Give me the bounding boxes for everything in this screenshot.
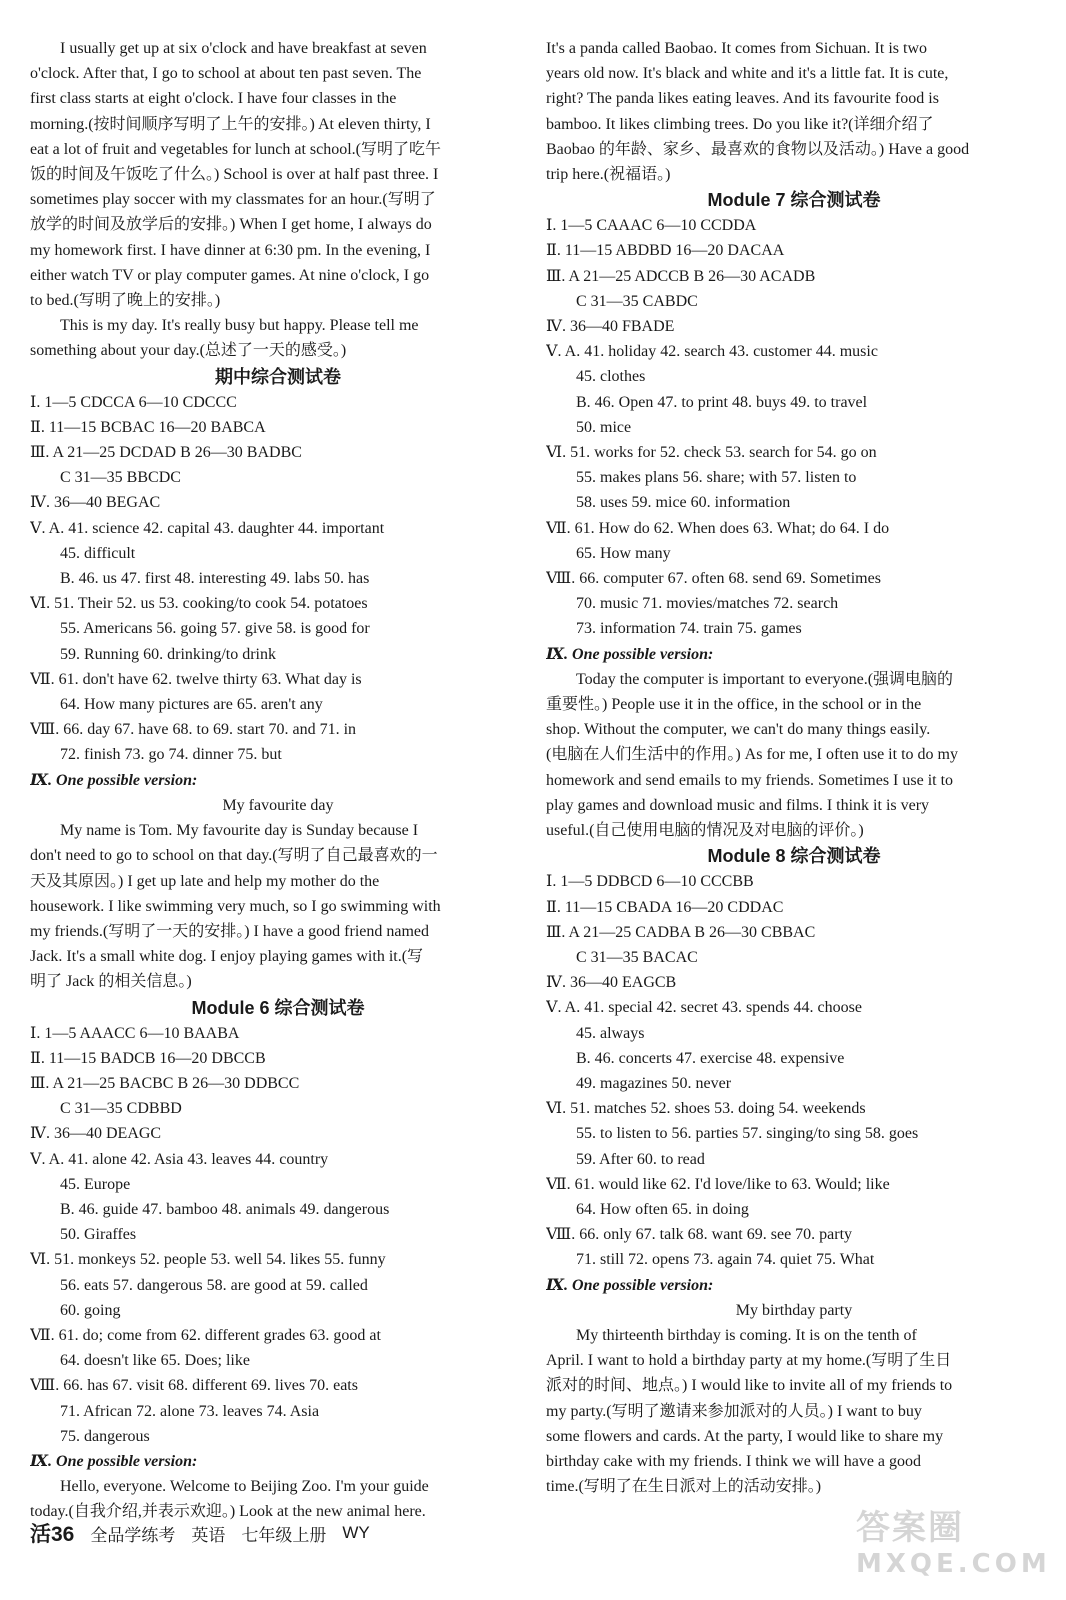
answer-line: Ⅶ. 61. would like 62. I'd love/like to 63. Would; like [546, 1175, 890, 1193]
answer-line: Ⅷ. 66. only 67. talk 68. want 69. see 70. party [546, 1226, 853, 1244]
text-line: o'clock. After that, I go to school at about ten past seven. The [30, 65, 422, 83]
text-line: shop. Without the computer, we can't do many things easily. [546, 721, 931, 739]
answer-line: 73. information 74. train 75. games [576, 620, 802, 638]
text-line: 天及其原因。) I get up late and help my mother do the [30, 872, 380, 890]
text-line: birthday cake with my friends. I think we will have a good [546, 1452, 922, 1470]
answer-line: 56. eats 57. dangerous 58. are good at 59. called [60, 1276, 368, 1294]
text-line: years old now. It's black and white and it's a little fat. It is cute, [546, 65, 949, 83]
text-line: bamboo. It likes climbing trees. Do you like it?(详细介绍了 [546, 115, 934, 133]
answer-line: 60. going [60, 1301, 121, 1319]
text-line: play games and download music and films. I think it is very [546, 796, 930, 814]
text-line: This is my day. It's really busy but happy. Please tell me [60, 317, 419, 335]
right-column [546, 36, 1042, 1499]
text-line: useful.(自己使用电脑的情况及对电脑的评价。) [546, 822, 864, 840]
answer-line: Ⅲ. A 21—25 ADCCB B 26—30 ACADB [546, 267, 816, 285]
answer-line: Ⅱ. 11—15 BADCB 16—20 DBCCB [30, 1049, 266, 1067]
essay-paragraph [30, 818, 526, 994]
text-line: don't need to go to school on that day.(写明了自己最喜欢的一 [30, 847, 438, 865]
answer-line: 55. makes plans 56. share; with 57. listen to [576, 469, 857, 487]
text-line: It's a panda called Baobao. It comes from Sichuan. It is two [546, 40, 927, 57]
text-line: my homework first. I have dinner at 6:30 pm. In the evening, I [30, 241, 431, 259]
answer-line: Ⅴ. A. 41. science 42. capital 43. daughter 44. important [30, 519, 385, 537]
watermark-url: MXQE.COM [856, 1549, 1051, 1579]
answer-line: 55. Americans 56. going 57. give 58. is good for [60, 620, 370, 638]
answer-line: 65. How many [576, 544, 671, 562]
text-line: eat a lot of fruit and vegetables for lunch at school.(写明了吃午 [30, 140, 441, 158]
text-line: my party.(写明了邀请来参加派对的人员。) I want to buy [546, 1402, 922, 1420]
text-line: sometimes play soccer with my classmates for an hour.(写明了 [30, 191, 436, 209]
answer-line: Ⅷ. 66. computer 67. often 68. send 69. Sometimes [546, 570, 881, 588]
answer-line: C 31—35 CABDC [576, 292, 698, 310]
watermark-logo [856, 1500, 1051, 1590]
answer-line: 59. Running 60. drinking/to drink [60, 645, 276, 663]
answer-line: B. 46. Open 47. to print 48. buys 49. to travel [576, 393, 868, 411]
answer-line: Ⅴ. A. 41. alone 42. Asia 43. leaves 44. country [30, 1150, 329, 1168]
answer-line: 71. still 72. opens 73. again 74. quiet 75. What [576, 1251, 875, 1269]
answer-line: 75. dangerous [60, 1427, 150, 1445]
text-line: Today the computer is important to everyone.(强调电脑的 [576, 670, 954, 688]
text-line: morning.(按时间顺序写明了上午的安排。) At eleven thirty, I [30, 115, 431, 133]
edition-label: WY [342, 1523, 370, 1542]
answer-list [546, 869, 1042, 1272]
answer-line: 72. finish 73. go 74. dinner 75. but [60, 746, 282, 764]
essay-paragraph [546, 1323, 1042, 1499]
writing-label: Ⅸ. One possible version: [546, 645, 714, 663]
essay-paragraph [546, 36, 1042, 187]
answer-line: Ⅳ. 36—40 FBADE [546, 318, 675, 336]
answer-line: 55. to listen to 56. parties 57. singing/to sing 58. goes [576, 1125, 919, 1143]
answer-line: Ⅳ. 36—40 DEAGC [30, 1125, 162, 1143]
answer-list [546, 213, 1042, 641]
answer-line: 45. difficult [60, 544, 136, 562]
text-line: Jack. It's a small white dog. I enjoy playing games with it.(写 [30, 948, 424, 966]
text-line: some flowers and cards. At the party, I would like to share my [546, 1427, 944, 1445]
answer-line: 59. After 60. to read [576, 1150, 705, 1168]
grade-label: 七年级上册 [241, 1525, 327, 1545]
section-heading-midterm: 期中综合测试卷 [215, 366, 341, 387]
answer-line: 64. How many pictures are 65. aren't any [60, 696, 323, 714]
answer-line: B. 46. concerts 47. exercise 48. expensive [576, 1049, 845, 1067]
answer-list [30, 1021, 526, 1449]
essay-title: My birthday party [735, 1301, 853, 1319]
text-line: My name is Tom. My favourite day is Sunday because I [60, 822, 419, 840]
text-line: 放学的时间及放学后的安排。) When I get home, I always do [30, 216, 432, 234]
text-line: 重要性。) People use it in the office, in the school or in the [546, 696, 922, 714]
answer-line: 45. always [576, 1024, 645, 1042]
essay-paragraph [30, 313, 526, 363]
answer-line: Ⅶ. 61. do; come from 62. different grades 63. good at [30, 1326, 381, 1344]
text-line: today.(自我介绍,并表示欢迎。) Look at the new animal here. [30, 1503, 426, 1521]
answer-line: 71. African 72. alone 73. leaves 74. Asia [60, 1402, 320, 1420]
text-line: my friends.(写明了一天的安排。) I have a good friend named [30, 922, 430, 940]
answer-line: 70. music 71. movies/matches 72. search [576, 595, 839, 613]
text-line: first class starts at eight o'clock. I have four classes in the [30, 90, 397, 108]
answer-line: C 31—35 BACAC [576, 948, 698, 966]
answer-line: 58. uses 59. mice 60. information [576, 494, 791, 512]
answer-line: Ⅱ. 11—15 BCBAC 16—20 BABCA [30, 418, 266, 436]
answer-line: Ⅳ. 36—40 EAGCB [546, 974, 677, 992]
answer-line: 49. magazines 50. never [576, 1074, 732, 1092]
section-heading-module6: Module 6 综合测试卷 [191, 997, 365, 1018]
answer-line: Ⅴ. A. 41. special 42. secret 43. spends 44. choose [546, 999, 862, 1017]
text-line: time.(写明了在生日派对上的活动安排。) [546, 1478, 822, 1496]
writing-label: Ⅸ. One possible version: [546, 1276, 714, 1294]
answer-line: Ⅵ. 51. monkeys 52. people 53. well 54. likes 55. funny [30, 1251, 386, 1269]
writing-label: Ⅸ. One possible version: [30, 771, 198, 789]
text-line: My thirteenth birthday is coming. It is on the tenth of [576, 1326, 917, 1344]
subject-label: 英语 [191, 1525, 226, 1545]
text-line: (电脑在人们生活中的作用。) As for me, I often use it to do my [546, 746, 958, 764]
answer-line: 50. mice [576, 418, 632, 436]
essay-paragraph [30, 36, 526, 313]
section-heading-module8: Module 8 综合测试卷 [707, 846, 881, 867]
answer-line: C 31—35 CDBBD [60, 1100, 182, 1118]
text-line: homework and send emails to my friends. Sometimes I use it to [546, 771, 954, 789]
answer-line: Ⅵ. 51. matches 52. shoes 53. doing 54. weekends [546, 1100, 866, 1118]
answer-line: Ⅴ. A. 41. holiday 42. search 43. customer 44. music [546, 343, 878, 361]
answer-line: C 31—35 BBCDC [60, 469, 181, 487]
text-line: Hello, everyone. Welcome to Beijing Zoo. I'm your guide [60, 1478, 429, 1496]
answer-line: Ⅲ. A 21—25 DCDAD B 26—30 BADBC [30, 444, 302, 462]
answer-line: Ⅰ. 1—5 DDBCD 6—10 CCCBB [546, 873, 754, 891]
text-line: trip here.(祝福语。) [546, 166, 671, 184]
text-line: right? The panda likes eating leaves. And its favourite food is [546, 90, 939, 108]
text-line: something about your day.(总述了一天的感受。) [30, 342, 347, 360]
answer-line: 45. Europe [60, 1175, 131, 1193]
answer-line: 64. doesn't like 65. Does; like [60, 1352, 250, 1370]
answer-line: 45. clothes [576, 368, 646, 386]
answer-line: Ⅷ. 66. day 67. have 68. to 69. start 70. and 71. in [30, 721, 357, 739]
text-line: 饭的时间及午饭吃了什么。) School is over at half past three. I [30, 166, 439, 184]
answer-list [30, 390, 526, 768]
answer-line: Ⅱ. 11—15 ABDBD 16—20 DACAA [546, 242, 785, 260]
answer-line: Ⅶ. 61. How do 62. When does 63. What; do 64. I do [546, 519, 890, 537]
watermark-text: 答案圈 [856, 1508, 964, 1548]
text-line: either watch TV or play computer games. At nine o'clock, I go [30, 266, 430, 284]
answer-line: Ⅰ. 1—5 CDCCA 6—10 CDCCC [30, 393, 237, 411]
answer-line: B. 46. guide 47. bamboo 48. animals 49. dangerous [60, 1200, 390, 1218]
text-line: Baobao 的年龄、家乡、最喜欢的食物以及活动。) Have a good [546, 140, 970, 158]
answer-line: Ⅳ. 36—40 BEGAC [30, 494, 161, 512]
book-title: 全品学练考 [90, 1525, 176, 1545]
text-line: to bed.(写明了晚上的安排。) [30, 292, 221, 310]
answer-line: Ⅰ. 1—5 AAACC 6—10 BAABA [30, 1024, 240, 1042]
answer-line: 50. Giraffes [60, 1226, 137, 1244]
answer-line: Ⅰ. 1—5 CAAAC 6—10 CCDDA [546, 217, 757, 235]
answer-line: Ⅵ. 51. works for 52. check 53. search for 54. go on [546, 444, 877, 462]
answer-line: Ⅶ. 61. don't have 62. twelve thirty 63. What day is [30, 670, 362, 688]
essay-title: My favourite day [222, 796, 334, 814]
answer-line: Ⅵ. 51. Their 52. us 53. cooking/to cook 54. potatoes [30, 595, 368, 613]
essay-paragraph [546, 667, 1042, 843]
text-line: 明了 Jack 的相关信息。) [30, 973, 192, 991]
answer-line: Ⅱ. 11—15 CBADA 16—20 CDDAC [546, 898, 784, 916]
answer-line: Ⅲ. A 21—25 BACBC B 26—30 DDBCC [30, 1074, 300, 1092]
answer-line: B. 46. us 47. first 48. interesting 49. labs 50. has [60, 570, 370, 588]
text-line: housework. I like swimming very much, so I go swimming with [30, 897, 441, 915]
answer-line: Ⅲ. A 21—25 CADBA B 26—30 CBBAC [546, 923, 816, 941]
text-line: 派对的时间、地点。) I would like to invite all of my friends to [546, 1377, 953, 1395]
answer-line: Ⅷ. 66. has 67. visit 68. different 69. lives 70. eats [30, 1377, 358, 1395]
text-line: April. I want to hold a birthday party at my home.(写明了生日 [546, 1352, 952, 1370]
section-heading-module7: Module 7 综合测试卷 [707, 190, 881, 211]
writing-label: Ⅸ. One possible version: [30, 1452, 198, 1470]
answer-line: 64. How often 65. in doing [576, 1200, 749, 1218]
text-line: I usually get up at six o'clock and have breakfast at seven [60, 40, 427, 57]
left-column [30, 36, 526, 1525]
page-number: 活36 [30, 1523, 75, 1546]
